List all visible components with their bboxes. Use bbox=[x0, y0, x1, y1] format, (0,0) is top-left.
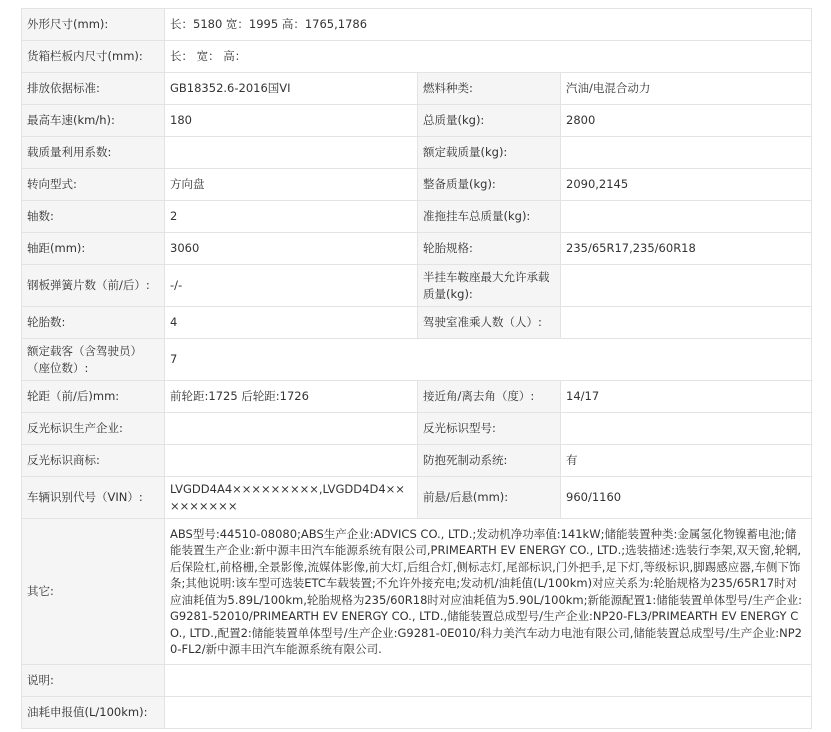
leaf-springs-label: 钢板弹簧片数（前/后）: bbox=[22, 265, 165, 307]
dimensions-label: 外形尺寸(mm): bbox=[22, 9, 165, 41]
spec-row-cargo bbox=[22, 41, 812, 73]
wheelbase-value: 3060 bbox=[165, 233, 418, 265]
track-width-label: 轮距（前/后)mm: bbox=[22, 381, 165, 413]
abs-value: 有 bbox=[561, 445, 812, 477]
vin-label: 车辆识别代号（VIN）: bbox=[22, 477, 165, 519]
overhang-label: 前悬/后悬(mm): bbox=[418, 477, 561, 519]
vehicle-spec-table bbox=[21, 8, 812, 729]
load-coefficient-value bbox=[165, 137, 418, 169]
wheelbase-label: 轴距(mm): bbox=[22, 233, 165, 265]
tire-count-value: 4 bbox=[165, 307, 418, 339]
cab-capacity-value bbox=[561, 307, 812, 339]
tire-count-label: 轮胎数: bbox=[22, 307, 165, 339]
axle-count-value: 2 bbox=[165, 201, 418, 233]
reflector-model-value bbox=[561, 413, 812, 445]
spec-row-emission bbox=[22, 73, 812, 105]
gross-mass-value: 2800 bbox=[561, 105, 812, 137]
curb-mass-label: 整备质量(kg): bbox=[418, 169, 561, 201]
seat-count-label: 额定载客（含驾驶员）（座位数）: bbox=[22, 339, 165, 381]
axle-count-label: 轴数: bbox=[22, 201, 165, 233]
spec-row-vin bbox=[22, 477, 812, 519]
fuel-type-value: 汽油/电混合动力 bbox=[561, 73, 812, 105]
cargo-dimensions-value: 长： 宽： 高： bbox=[165, 41, 812, 73]
tire-spec-label: 轮胎规格: bbox=[418, 233, 561, 265]
saddle-load-value bbox=[561, 265, 812, 307]
approach-departure-label: 接近角/离去角（度）: bbox=[418, 381, 561, 413]
spec-row-tires bbox=[22, 307, 812, 339]
abs-label: 防抱死制动系统: bbox=[418, 445, 561, 477]
spec-row-dimensions bbox=[22, 9, 812, 41]
reflector-manufacturer-label: 反光标识生产企业: bbox=[22, 413, 165, 445]
reflector-model-label: 反光标识型号: bbox=[418, 413, 561, 445]
fuel-consumption-label: 油耗申报值(L/100km): bbox=[22, 697, 165, 729]
spec-row-seats bbox=[22, 339, 812, 381]
spec-row-fuel bbox=[22, 697, 812, 729]
steering-type-label: 转向型式: bbox=[22, 169, 165, 201]
other-value: ABS型号:44510-08080;ABS生产企业:ADVICS CO., LTD.;发动机净功率值:141kW;储能装置种类:金属氢化物镍蓄电池;储能装置生产企业:新中源丰田汽车能源系统有限公司,PRIMEARTH EV ENERGY CO., LTD.;选装描述:选装行李架,双天窗,轮辋,后保险杠,前格栅,全景影像,流媒体影像,前大灯,后组合灯,侧标志灯,尾部标识,门外把手,足下灯,等级标识,脚踢感应器,车侧下饰条;其他说明:该车型可选装ETC车载装置;不允许外接充电;发动机/油耗值(L/100km)对应关系为:轮胎规格为235/65R17时对应油耗值为5.89L/100km,轮胎规格为235/60R18时对应油耗值为5.90L/100km;新能源配置1:储能装置单体型号/生产企业:G9281-52010/PRIMEARTH EV ENERGY CO., LTD.,储能装置总成型号/生产企业:NP20-FL3/PRIMEARTH EV ENERGY CO., LTD.,配置2:储能装置单体型号/生产企业:G9281-0E010/科力美汽车动力电池有限公司,储能装置总成型号/生产企业:NP20-FL2/新中源丰田汽车能源系统有限公司. bbox=[165, 519, 812, 665]
vin-value: LVGDD4A4×××××××××,LVGDD4D4××××××××× bbox=[165, 477, 418, 519]
cargo-dimensions-label: 货箱栏板内尺寸(mm): bbox=[22, 41, 165, 73]
gross-mass-label: 总质量(kg): bbox=[418, 105, 561, 137]
rated-load-value bbox=[561, 137, 812, 169]
spec-row-load-coef bbox=[22, 137, 812, 169]
dimensions-value: 长：5180 宽：1995 高：1765,1786 bbox=[165, 9, 812, 41]
spec-row-reflector-tm bbox=[22, 445, 812, 477]
rated-load-label: 额定载质量(kg): bbox=[418, 137, 561, 169]
spec-row-wheelbase bbox=[22, 233, 812, 265]
spec-row-steering bbox=[22, 169, 812, 201]
spec-row-axles bbox=[22, 201, 812, 233]
spec-row-other bbox=[22, 519, 812, 665]
trailer-mass-value bbox=[561, 201, 812, 233]
approach-departure-value: 14/17 bbox=[561, 381, 812, 413]
other-label: 其它: bbox=[22, 519, 165, 665]
notes-value bbox=[165, 665, 812, 697]
fuel-consumption-value bbox=[165, 697, 812, 729]
cab-capacity-label: 驾驶室准乘人数（人）: bbox=[418, 307, 561, 339]
steering-type-value: 方向盘 bbox=[165, 169, 418, 201]
reflector-trademark-value bbox=[165, 445, 418, 477]
tire-spec-value: 235/65R17,235/60R18 bbox=[561, 233, 812, 265]
max-speed-label: 最高车速(km/h): bbox=[22, 105, 165, 137]
emission-standard-label: 排放依据标准: bbox=[22, 73, 165, 105]
curb-mass-value: 2090,2145 bbox=[561, 169, 812, 201]
reflector-trademark-label: 反光标识商标: bbox=[22, 445, 165, 477]
spec-row-reflector-mfr bbox=[22, 413, 812, 445]
spec-row-speed bbox=[22, 105, 812, 137]
spec-row-springs bbox=[22, 265, 812, 307]
fuel-type-label: 燃料种类: bbox=[418, 73, 561, 105]
saddle-load-label: 半挂车鞍座最大允许承载质量(kg): bbox=[418, 265, 561, 307]
spec-row-notes bbox=[22, 665, 812, 697]
seat-count-value: 7 bbox=[165, 339, 812, 381]
track-width-value: 前轮距:1725 后轮距:1726 bbox=[165, 381, 418, 413]
emission-standard-value: GB18352.6-2016国VI bbox=[165, 73, 418, 105]
spec-row-track bbox=[22, 381, 812, 413]
leaf-springs-value: -/- bbox=[165, 265, 418, 307]
overhang-value: 960/1160 bbox=[561, 477, 812, 519]
reflector-manufacturer-value bbox=[165, 413, 418, 445]
max-speed-value: 180 bbox=[165, 105, 418, 137]
notes-label: 说明: bbox=[22, 665, 165, 697]
load-coefficient-label: 载质量利用系数: bbox=[22, 137, 165, 169]
trailer-mass-label: 准拖挂车总质量(kg): bbox=[418, 201, 561, 233]
